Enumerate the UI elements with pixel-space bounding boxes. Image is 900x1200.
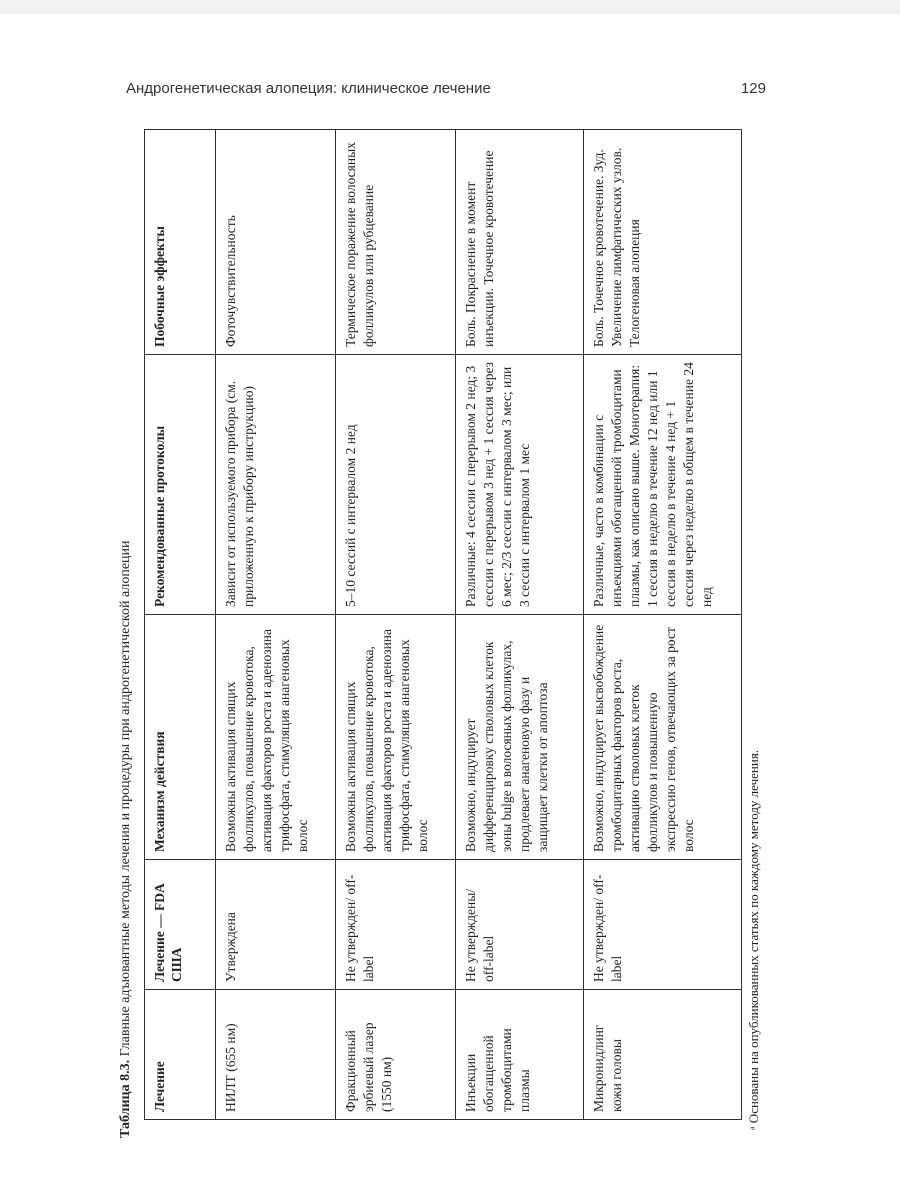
cell-mechanism: Возможны активация спящих фолликулов, повышение кровотока, активация факторов роста и аденозина трифосфата, стимуляция анагеновых волос (336, 615, 456, 860)
cell-treatment: НИЛТ (655 нм) (216, 990, 336, 1120)
cell-side-effects: Термическое поражение волосяных фолликулов или рубцевание (336, 130, 456, 355)
table-footnote: ᵃ Основаны на опубликованных статьях по каждому методу лечения. (746, 749, 761, 1130)
table-row (336, 130, 456, 1120)
page-number: 129 (740, 80, 766, 97)
cell-side-effects: Боль. Покраснение в момент инъекции. Точечное кровотечение (456, 130, 584, 355)
table-row (584, 130, 742, 1120)
cell-treatment: Фракционный эрбиевый лазер (1550 нм) (336, 990, 456, 1120)
cell-side-effects: Фоточувствительность (216, 130, 336, 355)
cell-protocols: Различные, часто в комбинации с инъекциями обогащенной тромбоцитами плазмы, как описано выше. Монотерапия: 1 сессия в неделю в течение 12 нед или 1 сессия в неделю в течение 4 нед + 1 сессия через неделю в общем в течение 24 нед (584, 355, 742, 615)
top-band (0, 0, 900, 14)
header-treatment: Лечение (145, 990, 216, 1120)
table-row (216, 130, 336, 1120)
header-mechanism: Механизм действия (145, 615, 216, 860)
cell-fda: Не утвержден/ off-label (336, 860, 456, 990)
header-side-effects: Побочные эффекты (145, 130, 216, 355)
header-protocols: Рекомендованные протоколы (145, 355, 216, 615)
cell-protocols: 5–10 сессий с интервалом 2 нед (336, 355, 456, 615)
cell-protocols: Различные: 4 сессии с перерывом 2 нед; 3 сессии с перерывом 3 нед + 1 сессия через 6 мес; 2/3 сессии с интервалом 3 мес; или 3 сессии с интервалом 1 мес (456, 355, 584, 615)
cell-treatment: Микронидлинг кожи головы (584, 990, 742, 1120)
running-head-title: Андрогенетическая алопеция: клиническое лечение (126, 80, 491, 97)
cell-mechanism: Возможно, индуцирует дифференцировку стволовых клеток зоны bulge в волосяных фолликулах, продлевает анагеновую фазу и защищает клетки от апоптоза (456, 615, 584, 860)
treatment-table (144, 129, 742, 1120)
cell-side-effects: Боль. Точечное кровотечение. Зуд. Увеличение лимфатических узлов. Телогеновая алопеция (584, 130, 742, 355)
rotated-table-page (118, 118, 778, 1138)
table-row (456, 130, 584, 1120)
cell-protocols: Зависит от используемого прибора (см. приложенную к прибору инструкцию) (216, 355, 336, 615)
cell-fda: Утверждена (216, 860, 336, 990)
cell-mechanism: Возможно, индуцирует высвобождение тромбоцитарных факторов роста, активацию стволовых клеток фолликулов и повышенную экспрессию генов, отвечающих за рост волос (584, 615, 742, 860)
table-caption-text: Главные адъювантные методы лечения и процедуры при андрогенетической алопеции (118, 540, 133, 1057)
header-fda: Лечение — FDA США (145, 860, 216, 990)
table-caption-label: Таблица 8.3. (118, 1059, 133, 1138)
running-head (126, 80, 766, 100)
table-caption (118, 540, 134, 1138)
cell-fda: Не утвержден/ off-label (584, 860, 742, 990)
table-header-row (145, 130, 216, 1120)
cell-treatment: Инъекции обогащенной тромбоцитами плазмы (456, 990, 584, 1120)
cell-mechanism: Возможны активация спящих фолликулов, повышение кровотока, активация факторов роста и аденозина трифосфата, стимуляция анагеновых волос (216, 615, 336, 860)
cell-fda: Не утверждены/ off-label (456, 860, 584, 990)
